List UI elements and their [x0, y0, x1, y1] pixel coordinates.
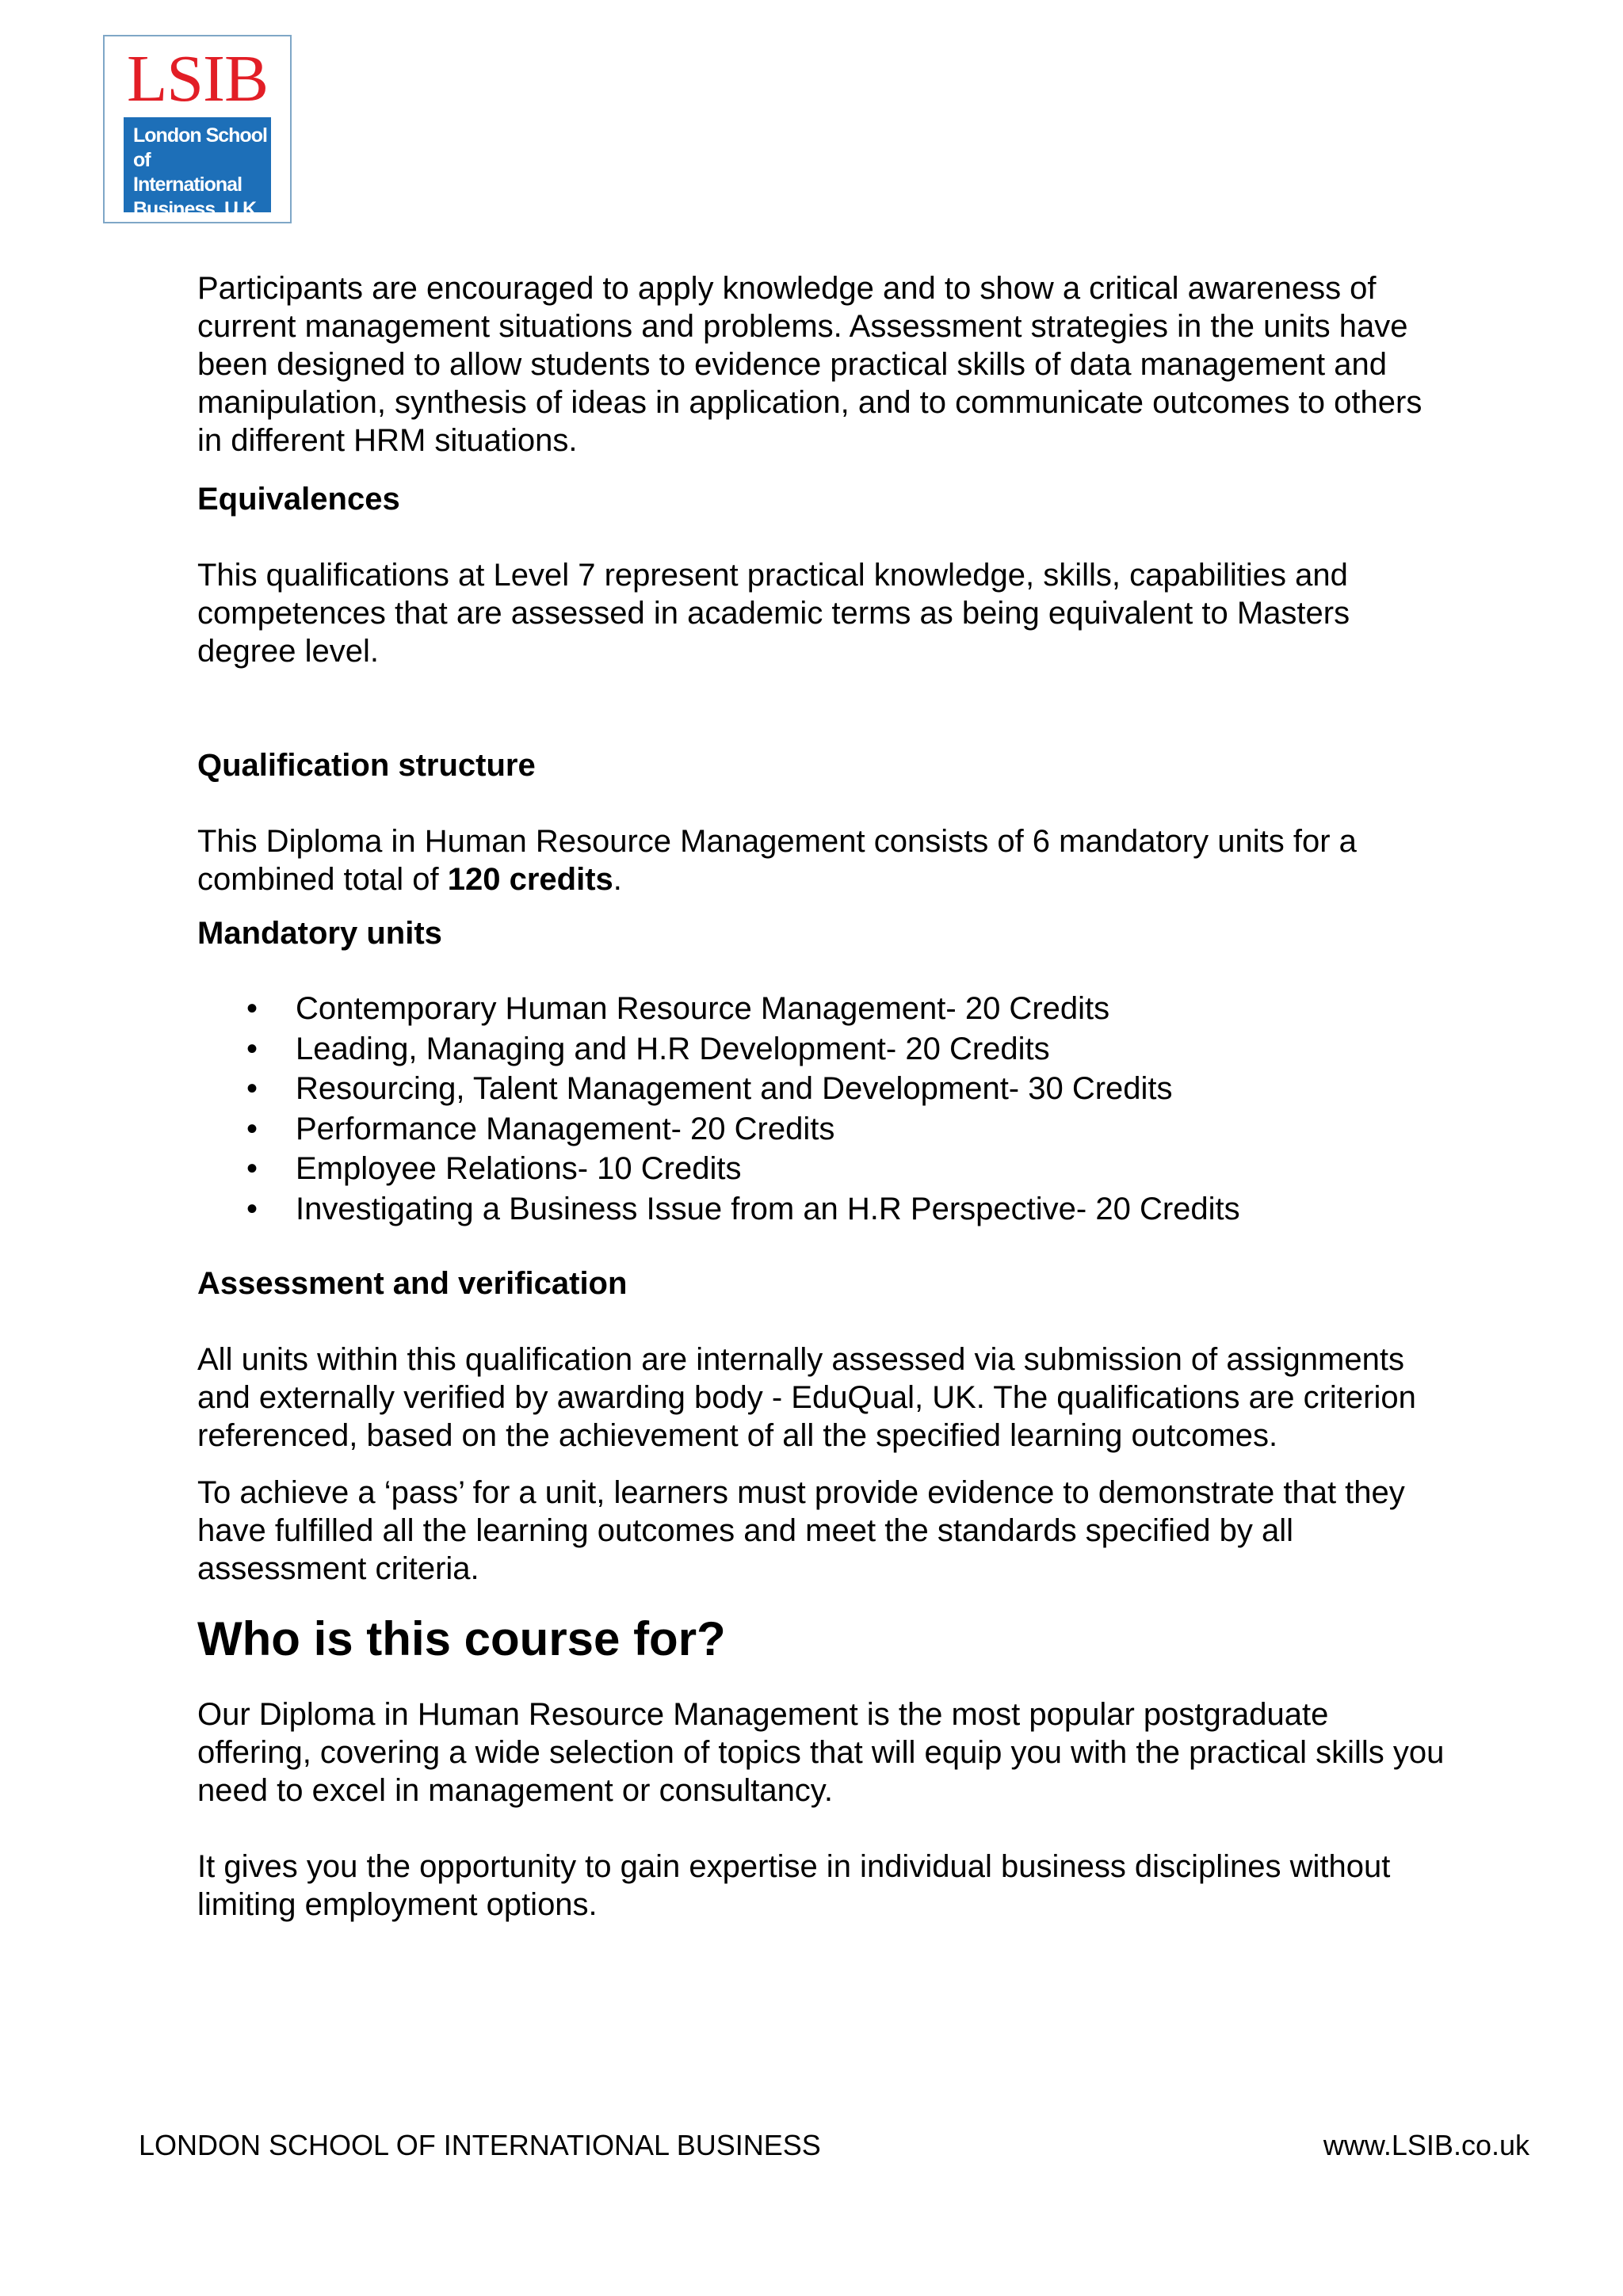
document-body [197, 269, 1449, 1924]
logo-abbreviation: LSIB [126, 42, 269, 116]
equivalences-paragraph: This qualifications at Level 7 represent practical knowledge, skills, capabilities and competences that are assessed in academic terms as being equivalent to Masters degree level. [197, 558, 1350, 669]
footer-school-name: LONDON SCHOOL OF INTERNATIONAL BUSINESS [139, 2129, 821, 2161]
logo-subtitle [133, 124, 269, 222]
total-credits: 120 credits [447, 862, 613, 897]
bullet-icon: • [246, 1031, 258, 1066]
logo-line-1: London School of [133, 124, 267, 171]
mandatory-units-list [197, 989, 1449, 1229]
footer-website: www.LSIB.co.uk [1323, 2129, 1529, 2161]
assessment-paragraph-1: All units within this qualification are internally assessed via submission of assignments and externally verified by awarding body - EduQual, UK. The qualifications are criterion referenced, based on the achievement of all the specified learning outcomes. [197, 1342, 1416, 1453]
assessment-heading: Assessment and verification [197, 1266, 628, 1301]
unit-label: Investigating a Business Issue from an H.R Perspective- 20 Credits [296, 1191, 1240, 1226]
list-item [197, 1029, 1449, 1070]
bullet-icon: • [246, 1071, 258, 1106]
audience-paragraph-2: It gives you the opportunity to gain expertise in individual business disciplines without limiting employment options. [197, 1849, 1391, 1922]
logo-line-3: Business, U.K. [133, 198, 262, 220]
bullet-icon: • [246, 1111, 258, 1146]
mandatory-units-heading: Mandatory units [197, 916, 442, 951]
intro-paragraph: Participants are encouraged to apply knowledge and to show a critical awareness of current management situations and problems. Assessment strategies in the units have been designed to allow students to evidence practical skills of data management and manipulation, synthesis of ideas in application, and to communicate outcomes to others in different HRM situations. [197, 271, 1423, 458]
unit-label: Leading, Managing and H.R Development- 20 Credits [296, 1031, 1050, 1066]
unit-label: Employee Relations- 10 Credits [296, 1151, 742, 1186]
audience-paragraph-1: Our Diploma in Human Resource Management is the most popular postgraduate offering, covering a wide selection of topics that will equip you with the practical skills you need to excel in management or consultancy. [197, 1697, 1445, 1808]
list-item [197, 989, 1449, 1029]
list-item [197, 1109, 1449, 1150]
list-item [197, 1149, 1449, 1189]
list-item [197, 1069, 1449, 1109]
structure-text-end: . [613, 862, 622, 897]
unit-label: Resourcing, Talent Management and Development- 30 Credits [296, 1071, 1173, 1106]
structure-text: This Diploma in Human Resource Management consists of 6 mandatory units for a combined total of [197, 824, 1357, 897]
audience-heading: Who is this course for? [197, 1612, 726, 1665]
list-item [197, 1189, 1449, 1230]
unit-label: Performance Management- 20 Credits [296, 1111, 835, 1146]
bullet-icon: • [246, 1191, 258, 1226]
structure-paragraph [197, 822, 1449, 898]
unit-label: Contemporary Human Resource Management- 20 Credits [296, 991, 1110, 1026]
bullet-icon: • [246, 991, 258, 1026]
assessment-paragraph-2: To achieve a ‘pass’ for a unit, learners must provide evidence to demonstrate that they have fulfilled all the learning outcomes and meet the standards specified by all assessment criteria. [197, 1475, 1405, 1586]
logo-line-2: International [133, 174, 242, 196]
logo-blue-box [124, 117, 271, 220]
structure-heading: Qualification structure [197, 748, 536, 783]
lsib-logo [103, 35, 292, 223]
equivalences-heading: Equivalences [197, 482, 400, 517]
bullet-icon: • [246, 1151, 258, 1186]
